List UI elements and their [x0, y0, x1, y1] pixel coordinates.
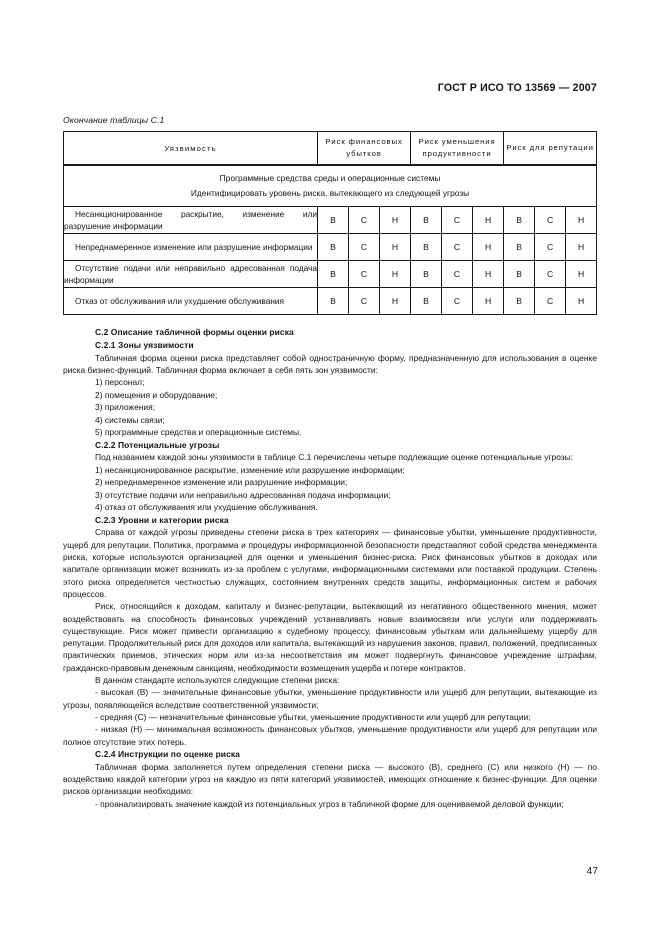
risk-value: Н [473, 261, 504, 288]
risk-value: С [535, 234, 566, 261]
risk-value: Н [380, 207, 411, 234]
heading-c2-3: С.2.3 Уровни и категории риска [95, 514, 229, 525]
risk-value: С [535, 261, 566, 288]
header-reputation-risk: Риск для репутации [504, 132, 597, 166]
risk-value: С [442, 207, 473, 234]
heading-c2-2: С.2.2 Потенциальные угрозы [95, 439, 220, 450]
risk-value: Н [380, 288, 411, 315]
risk-value: В [504, 288, 535, 315]
risk-value: Н [566, 234, 597, 261]
risk-value: С [442, 234, 473, 261]
risk-value: В [411, 234, 442, 261]
risk-value: В [318, 261, 349, 288]
section-header-cell [64, 165, 597, 207]
paragraph-c2-2: Под названием каждой зоны уязвимости в таблице С.1 перечислены четыре подлежащие оценке потенциальные угрозы: [95, 452, 574, 463]
risk-value: В [411, 288, 442, 315]
risk-value: Н [380, 261, 411, 288]
table-row [64, 288, 597, 315]
page-content [63, 0, 597, 810]
risk-value: Н [566, 288, 597, 315]
risk-value: В [318, 207, 349, 234]
paragraph-c2-3-3: В данном стандарте используются следующие степени риска: [95, 675, 340, 686]
risk-value: В [504, 207, 535, 234]
table-row [64, 207, 597, 234]
risk-value: С [349, 207, 380, 234]
risk-value: Н [380, 234, 411, 261]
list-item: 3) приложения; [95, 402, 156, 413]
list-item: 5) программные средства и операционные системы. [95, 427, 302, 438]
section-instruction: Идентифицировать уровень риска, вытекающего из следующей угрозы [190, 187, 470, 198]
table-header-row [64, 132, 597, 166]
header-productivity-risk: Риск уменьшения продуктивности [411, 132, 504, 166]
risk-value: С [349, 288, 380, 315]
instruction-item: - проанализировать значение каждой из потенциальных угроз в табличной форме для оцениваемой деловой функции; [95, 798, 564, 809]
paragraph-c2-3-1: Справа от каждой угрозы приведены степени риска в трех категориях — финансовые убытки, уменьшение продуктивности, ущерб для репутации. Политика, программа и процедуры информационной безопасности представляют собой средства менеджмента риска, которые используются организацией для оценки и уменьшения бизнес-риска. Риск финансовых убытков в доходах или капитале организации может возникать из-за проблем с услугами, информационными системами или поставкой продукции. Степень этого риска определяется честностью служащих, состоянием внутренних средств защиты, информационных систем и рабочих процессов. [63, 527, 597, 599]
risk-value: С [535, 207, 566, 234]
table-row [64, 234, 597, 261]
risk-value: С [442, 261, 473, 288]
risk-level-high: - высокая (В) — значительные финансовые убытки, уменьшение продуктивности или ущерб для репутации, вытекающие из угрозы, появляющейся вследствие соответственной уязвимости; [63, 687, 597, 710]
risk-value: С [349, 234, 380, 261]
header-financial-loss-risk: Риск финансовых убытков [318, 132, 411, 166]
risk-level-medium: - средняя (С) — незначительные финансовые убытки, уменьшение продуктивности или ущерб для репутации; [95, 712, 531, 723]
table-caption: Окончание таблицы С.1 [63, 115, 165, 125]
table-body [64, 165, 597, 315]
risk-value: В [411, 261, 442, 288]
threat-label: Непреднамеренное изменение или разрушение информации [64, 234, 318, 261]
risk-value: В [504, 261, 535, 288]
risk-assessment-table [63, 131, 597, 315]
paragraph-c2-4: Табличная форма заполняется путем определения степени риска — высокого (В), среднего (С) или низкого (Н) — по воздействию каждой категории угроз на каждую из пяти категорий уязвимостей, имеющих отношение к бизнес-функции. Для оценки рисков организации необходимо: [63, 761, 597, 797]
body-text [63, 326, 597, 810]
threat-label: Несанкционированное раскрытие, изменение или разрушение информации [64, 207, 318, 234]
page-number: 47 [586, 866, 598, 877]
list-item: 4) системы связи; [95, 414, 165, 425]
risk-value: Н [566, 261, 597, 288]
threat-label: Отсутствие подачи или неправильно адресованная подача информации [64, 261, 318, 288]
risk-value: Н [473, 288, 504, 315]
list-item: 2) непреднамеренное изменение или разрушение информации; [95, 477, 348, 488]
risk-value: В [318, 288, 349, 315]
table-section-header-row [64, 165, 597, 207]
table-row [64, 261, 597, 288]
standard-title: ГОСТ Р ИСО ТО 13569 — 2007 [437, 82, 597, 94]
risk-value: В [504, 234, 535, 261]
list-item: 1) персонал; [95, 377, 145, 388]
risk-value: Н [473, 234, 504, 261]
list-item: 4) отказ от обслуживания или ухудшение обслуживания. [95, 502, 318, 513]
paragraph-c2-3-2: Риск, относящийся к доходам, капиталу и бизнес-репутации, вытекающий из негативного общественного мнения, может воздействовать на способность финансовых учреждений устанавливать новые взаимосвязи или услуги или поддерживать существующие. Риск может привести организацию к судебному процессу, финансовым убыткам или дальнейшему ущербу для репутации. Продолжительный риск для доходов или капитала, вытекающий из нарушения законов, правил, положений, предписанных практических приемов, этических норм или из-за несоответствия им может подвергнуть финансовое учреждение штрафам, гражданско-правовым денежным санкциям, необходимости возмещения ущерба и потере контрактов. [63, 601, 597, 673]
list-item: 2) помещения и оборудование; [95, 389, 218, 400]
list-item: 3) отсутствие подачи или неправильно адресованная подача информации; [95, 489, 391, 500]
paragraph-c2-1: Табличная форма оценки риска представляет собой одностраничную форму, предназначенную для использования в оценке риска бизнес-функций. Табличная форма включает в себя пять зон уязвимости: [63, 352, 597, 375]
header-vulnerability: Уязвимость [64, 132, 318, 166]
threat-label: Отказ от обслуживания или ухудшение обслуживания [64, 288, 318, 315]
risk-level-low: - низкая (Н) — минимальная возможность финансовых убытков, уменьшение продуктивности или ущерб для репутации или полное отсутствие этих потерь. [63, 724, 597, 747]
risk-value: Н [473, 207, 504, 234]
list-item: 1) несанкционированное раскрытие, изменение или разрушение информации; [95, 464, 405, 475]
risk-value: Н [566, 207, 597, 234]
section-title: Программные средства среды и операционные системы [219, 173, 441, 183]
risk-value: В [318, 234, 349, 261]
heading-c2-1: С.2.1 Зоны уязвимости [95, 339, 194, 350]
heading-c2: С.2 Описание табличной формы оценки риска [95, 327, 294, 338]
risk-value: С [535, 288, 566, 315]
risk-value: С [442, 288, 473, 315]
risk-value: В [411, 207, 442, 234]
risk-value: С [349, 261, 380, 288]
heading-c2-4: С.2.4 Инструкции по оценке риска [95, 749, 240, 760]
